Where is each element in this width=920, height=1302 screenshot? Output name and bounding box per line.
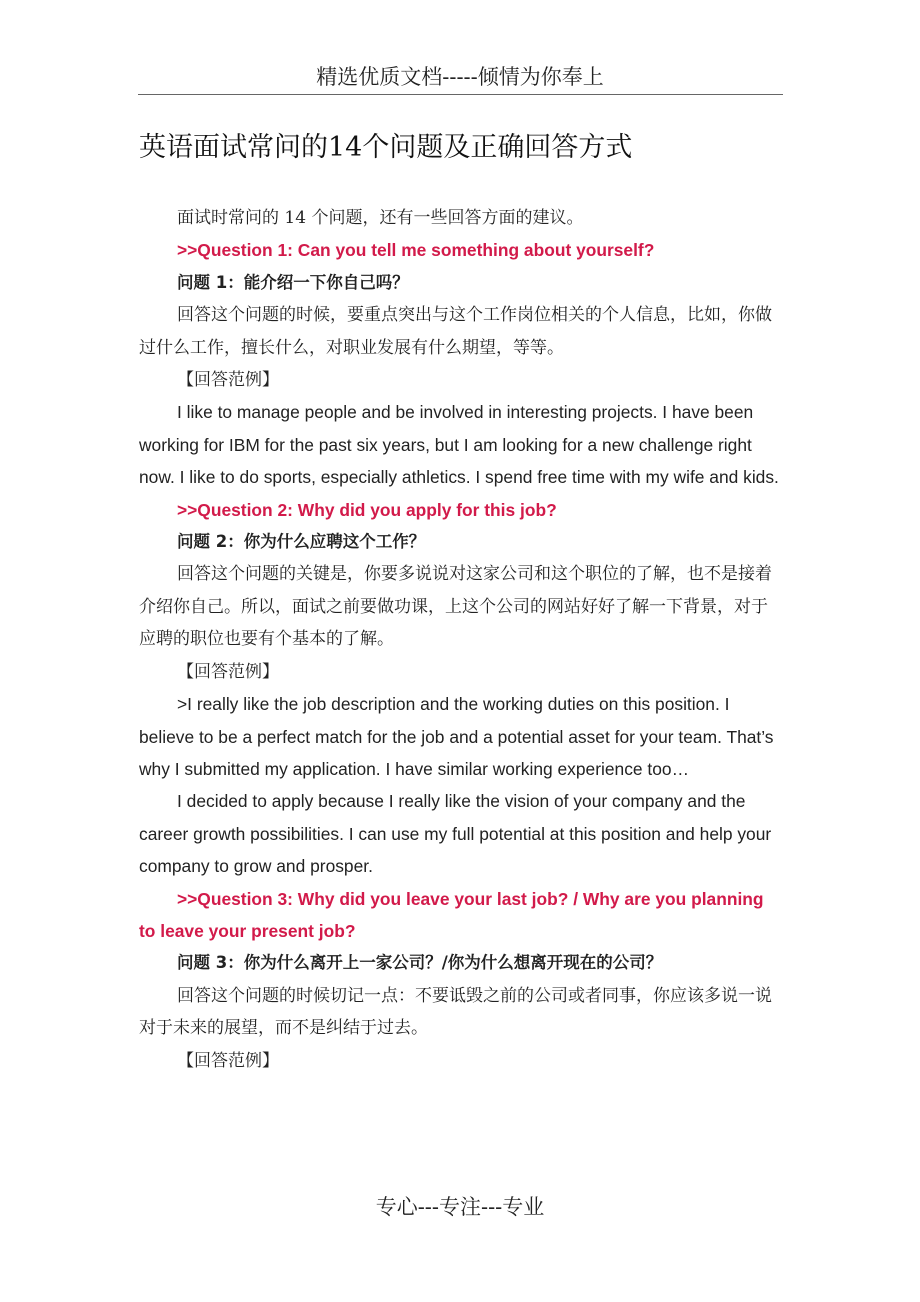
page-footer: 专心---专注---专业	[375, 1195, 545, 1219]
question-1-answer: I like to manage people and be involved in interesting projects. I have been working for IBM for the past six years, but I am looking for a new challenge right now. I like to do sports, especially athletics. I spend free time with my wife and kids.	[139, 402, 779, 488]
question-3-example-label: 【回答范例】	[177, 1050, 279, 1071]
question-2-heading: >>Question 2: Why did you apply for this job?	[177, 499, 557, 520]
question-1-advice: 回答这个问题的时候，要重点突出与这个工作岗位相关的个人信息，比如，你做过什么工作，擅长什么，对职业发展有什么期望，等等。	[139, 305, 772, 358]
question-2-answer-1: >I really like the job description and the working duties on this position. I believe to be a perfect match for the job and a potential asset for your team. That’s why I submitted my application. I have similar working experience too…	[139, 694, 774, 779]
question-2-answer-2: I decided to apply because I really like the vision of your company and the career growth possibilities. I can use my full potential at this position and help your company to grow and prosper.	[139, 791, 772, 877]
header-divider	[138, 94, 783, 95]
question-3-advice: 回答这个问题的时候切记一点：不要诋毁之前的公司或者同事，你应该多说一说对于未来的展望，而不是纠结于过去。	[139, 985, 772, 1039]
question-3-chinese: 问题 3：你为什么离开上一家公司？/你为什么想离开现在的公司？	[177, 953, 663, 973]
question-2-advice: 回答这个问题的关键是，你要多说说对这家公司和这个职位的了解，也不是接着介绍你自己。所以，面试之前要做功课，上这个公司的网站好好了解一下背景，对于应聘的职位也要有个基本的了解。	[139, 564, 772, 650]
question-1-heading: >>Question 1: Can you tell me something about yourself?	[177, 240, 655, 261]
question-2-example-label: 【回答范例】	[177, 661, 279, 682]
question-1-chinese: 问题 1：能介绍一下你自己吗？	[177, 272, 409, 292]
document-title: 英语面试常问的14个问题及正确回答方式	[139, 132, 633, 163]
question-2-chinese: 问题 2：你为什么应聘这个工作？	[177, 532, 426, 552]
question-3-heading: >>Question 3: Why did you leave your last job? / Why are you planning to leave your present job?	[139, 888, 764, 941]
document-body	[139, 202, 779, 1077]
question-1-example-label: 【回答范例】	[177, 370, 279, 391]
intro-paragraph: 面试时常问的 14 个问题，还有一些回答方面的建议。	[177, 208, 584, 228]
page-header: 精选优质文档-----倾情为你奉上	[316, 65, 604, 89]
